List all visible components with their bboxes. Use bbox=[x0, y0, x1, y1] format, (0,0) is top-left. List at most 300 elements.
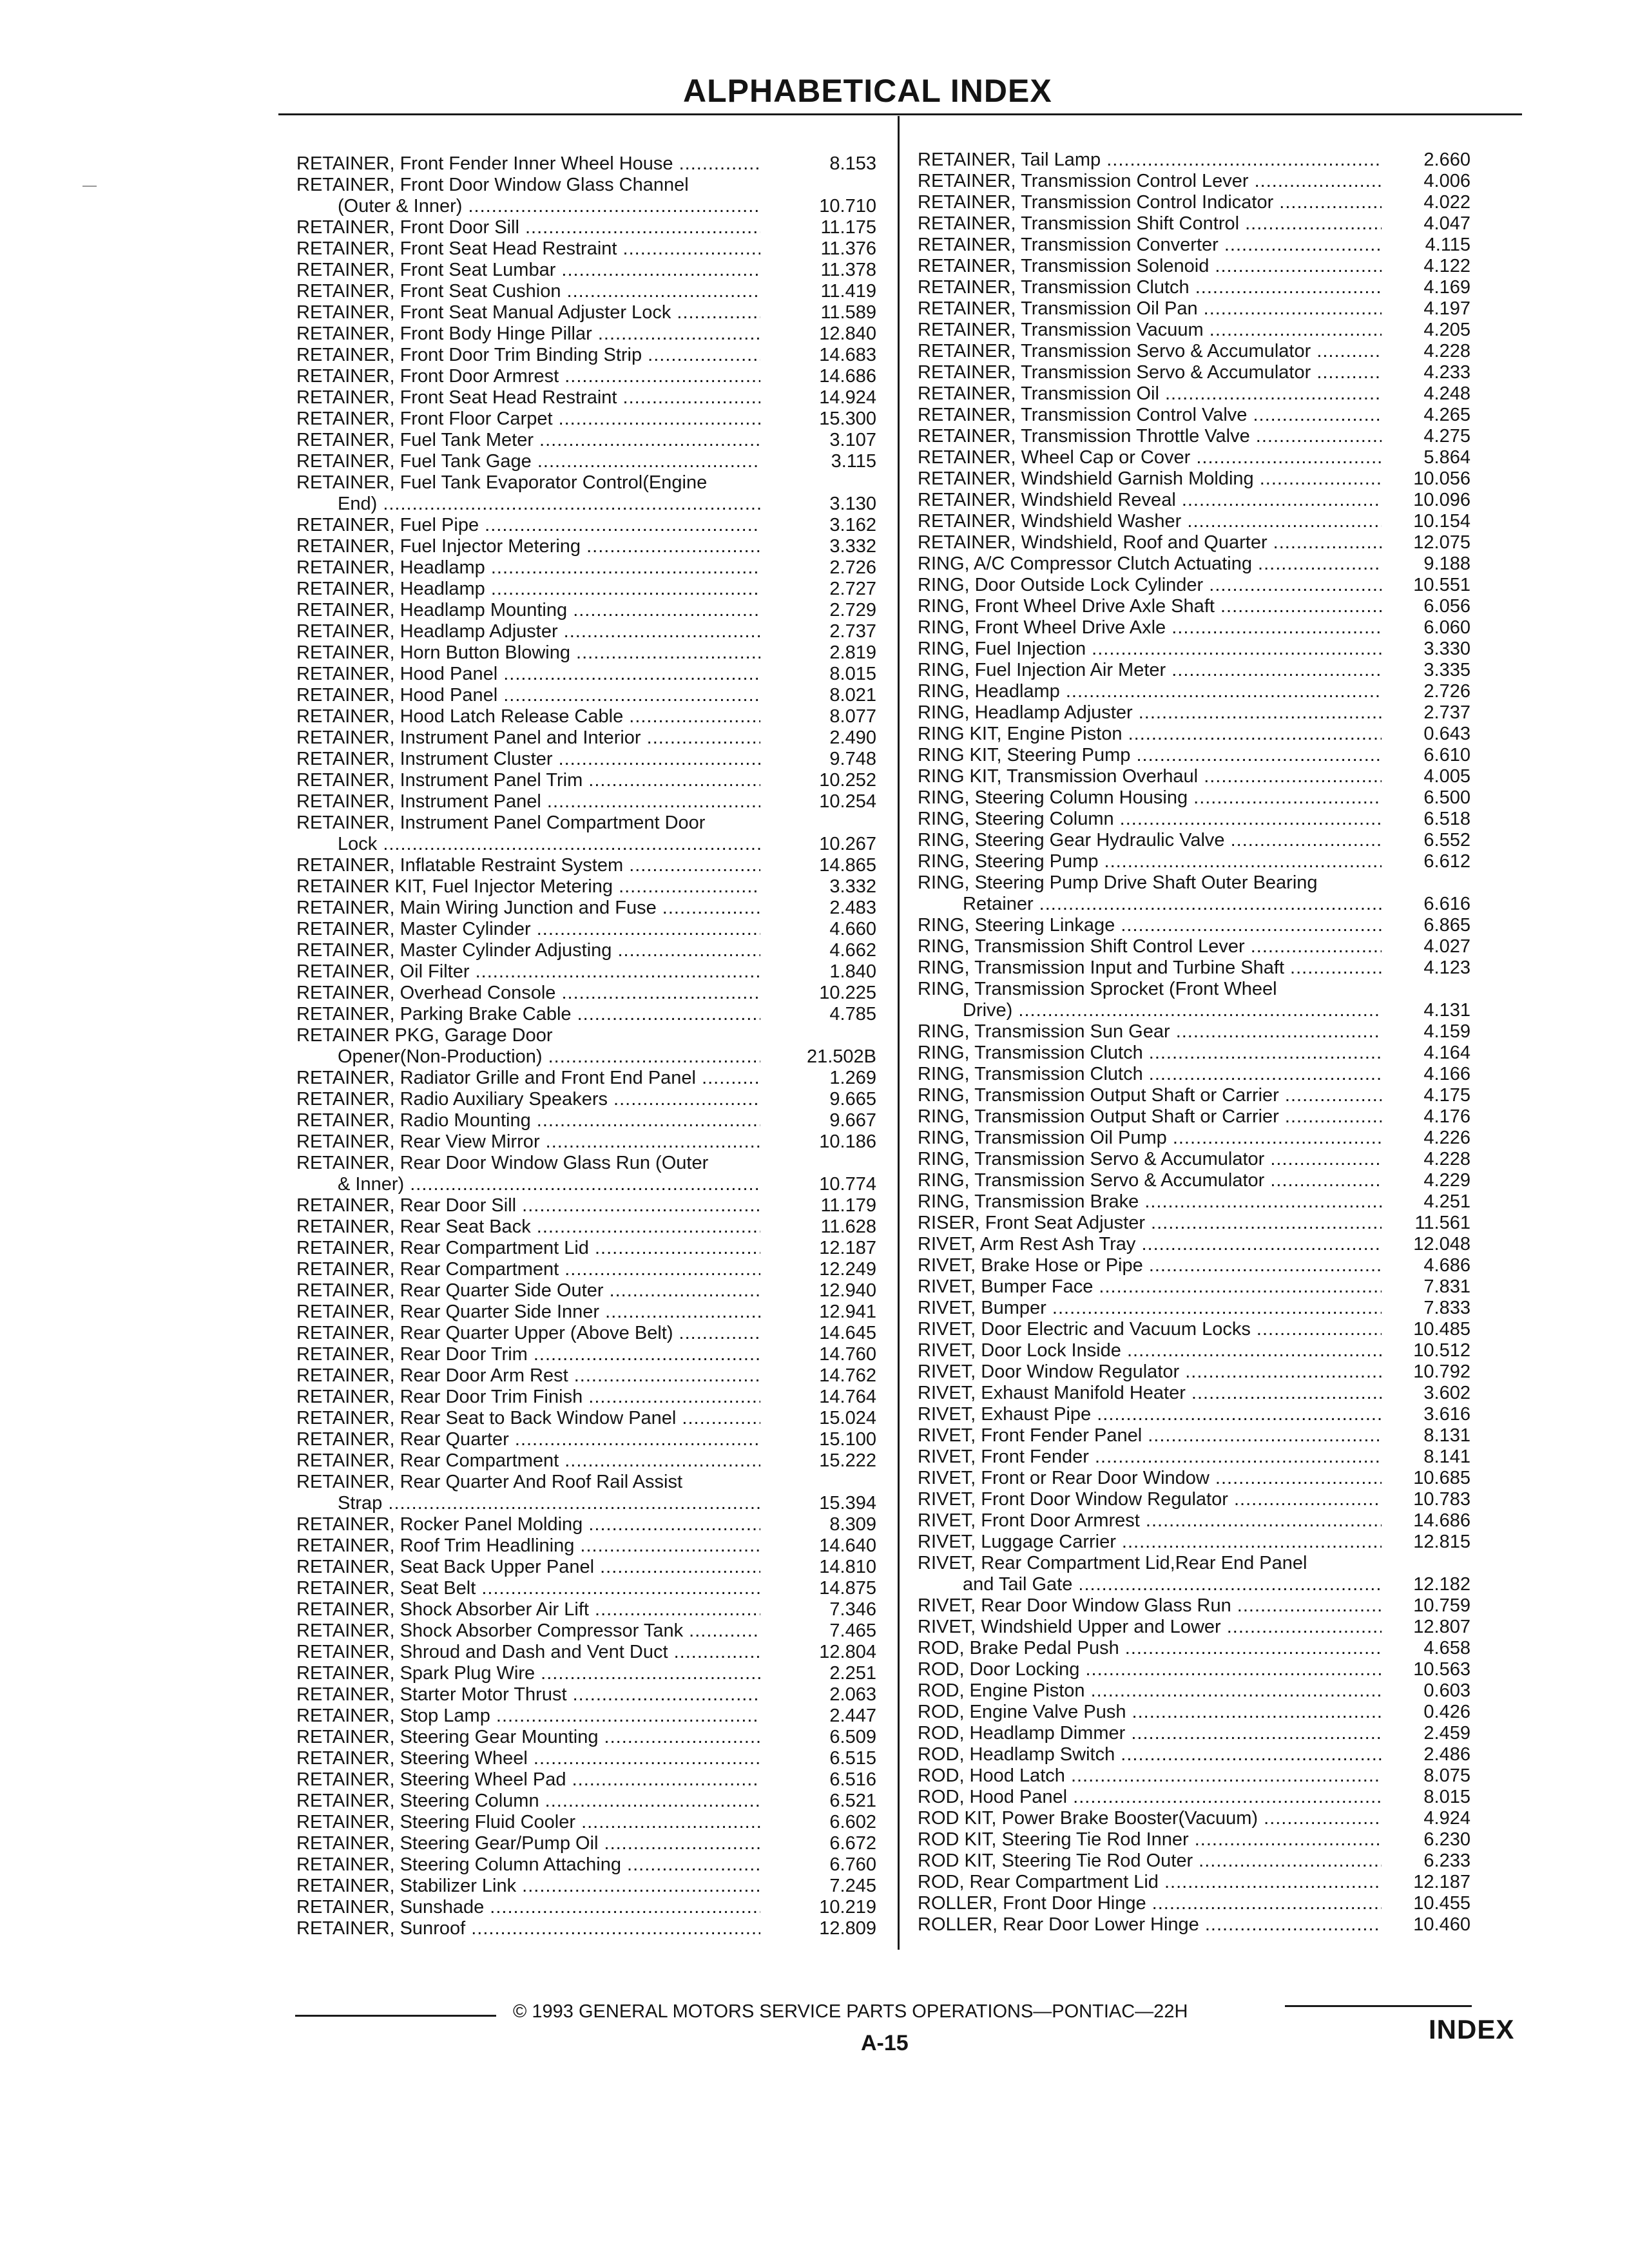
index-entry bbox=[296, 536, 876, 557]
index-entry-page: 10.252 bbox=[819, 770, 876, 791]
index-entry-page: 10.096 bbox=[1413, 490, 1470, 510]
index-entry-page: 2.726 bbox=[829, 557, 876, 578]
index-entry-page: 10.154 bbox=[1413, 511, 1470, 532]
index-entry-page: 4.662 bbox=[829, 940, 876, 961]
page-title: ALPHABETICAL INDEX bbox=[683, 73, 1052, 109]
index-entry-name: ROLLER, Rear Door Lower Hinge ..... bbox=[918, 1914, 1382, 1936]
index-entry-page: 12.807 bbox=[1413, 1617, 1470, 1637]
index-entry-page: 4.785 bbox=[829, 1004, 876, 1024]
index-entry-name: RING, Transmission Servo & Accumulator ..... bbox=[918, 1170, 1382, 1191]
index-entry-name: RETAINER, Front Floor Carpet ..... bbox=[296, 408, 760, 430]
index-entry bbox=[296, 1535, 876, 1557]
index-entry bbox=[918, 936, 1470, 957]
index-entry-name: RING, Fuel Injection ..... bbox=[918, 639, 1382, 660]
index-entry bbox=[296, 1727, 876, 1748]
index-entry bbox=[296, 1302, 876, 1323]
index-entry-page: 6.060 bbox=[1423, 617, 1470, 638]
index-entry-page: 8.309 bbox=[829, 1514, 876, 1535]
index-entry-name: RING, Steering Column ..... bbox=[918, 809, 1382, 830]
index-entry-page: 3.107 bbox=[829, 430, 876, 450]
index-entry-page: 8.015 bbox=[1423, 1787, 1470, 1807]
index-entry-name: RIVET, Bumper Face ..... bbox=[918, 1276, 1382, 1298]
index-entry-page: 11.378 bbox=[820, 260, 876, 280]
index-entry-name: RING, Fuel Injection Air Meter ..... bbox=[918, 660, 1382, 681]
index-entry-name: RETAINER, Spark Plug Wire ..... bbox=[296, 1663, 760, 1684]
index-entry-name: RING, Front Wheel Drive Axle ..... bbox=[918, 617, 1382, 639]
index-entry-page: 14.924 bbox=[819, 387, 876, 408]
index-entry-name: RING, Steering Linkage ..... bbox=[918, 915, 1382, 936]
index-entry-name: RETAINER, Steering Gear Mounting ..... bbox=[296, 1727, 760, 1748]
index-entry-page: 10.759 bbox=[1413, 1595, 1470, 1616]
index-entry-name: RETAINER, Windshield Garnish Molding ..... bbox=[918, 468, 1382, 490]
index-entry bbox=[296, 600, 876, 621]
index-entry bbox=[296, 451, 876, 472]
index-entry-name: RIVET, Front or Rear Door Window ..... bbox=[918, 1468, 1382, 1489]
index-entry-page: 6.602 bbox=[829, 1812, 876, 1832]
index-entry-page: 11.561 bbox=[1414, 1213, 1470, 1233]
index-entry-name: RIVET, Windshield Upper and Lower ..... bbox=[918, 1617, 1382, 1638]
index-entry-name: RETAINER, Headlamp ..... bbox=[296, 557, 760, 579]
index-entry bbox=[918, 1425, 1470, 1446]
index-entry-name: RING, Transmission Sun Gear ..... bbox=[918, 1021, 1382, 1043]
index-entry bbox=[296, 1387, 876, 1408]
index-entry-page: 8.153 bbox=[829, 153, 876, 174]
index-entry bbox=[918, 256, 1470, 277]
index-entry-name: Drive) ..... bbox=[918, 1000, 1382, 1021]
index-entry-name: RETAINER, Rear Quarter Upper (Above Belt) ..... bbox=[296, 1323, 760, 1344]
index-entry-page: 4.228 bbox=[1423, 1149, 1470, 1169]
index-entry-page: 1.269 bbox=[829, 1068, 876, 1088]
index-entry bbox=[918, 1574, 1470, 1595]
index-entry-page: 2.486 bbox=[1423, 1744, 1470, 1765]
index-entry-name: RETAINER, Rear Door Arm Rest ..... bbox=[296, 1365, 760, 1387]
footer-rule-left bbox=[295, 2015, 496, 2017]
index-entry bbox=[296, 919, 876, 940]
index-entry-name: RING, Steering Pump ..... bbox=[918, 851, 1382, 872]
index-entry-name: RETAINER, Transmission Control Valve ..... bbox=[918, 405, 1382, 426]
index-entry bbox=[918, 1361, 1470, 1383]
index-entry-page: 5.864 bbox=[1423, 447, 1470, 468]
index-entry bbox=[918, 979, 1470, 1000]
index-entry-page: 14.686 bbox=[819, 366, 876, 387]
index-entry bbox=[296, 791, 876, 812]
index-entry bbox=[296, 1089, 876, 1110]
index-entry-page: 14.683 bbox=[819, 345, 876, 365]
index-entry-name: RETAINER, Sunshade ..... bbox=[296, 1897, 760, 1918]
index-entry-name: RETAINER, Steering Column ..... bbox=[296, 1791, 760, 1812]
index-entry-name: RETAINER, Sunroof ..... bbox=[296, 1918, 760, 1939]
index-entry-page: 4.228 bbox=[1423, 341, 1470, 361]
index-entry-page: 4.197 bbox=[1423, 298, 1470, 319]
index-entry bbox=[918, 1255, 1470, 1276]
index-entry-page: 11.419 bbox=[820, 281, 876, 302]
index-entry bbox=[296, 1833, 876, 1854]
index-entry-name: RETAINER, Front Door Armrest ..... bbox=[296, 366, 760, 387]
column-divider bbox=[898, 116, 900, 1950]
index-entry-page: 2.737 bbox=[1423, 702, 1470, 723]
index-entry-page: 1.840 bbox=[829, 961, 876, 982]
index-entry-name: RETAINER, Master Cylinder ..... bbox=[296, 919, 760, 940]
index-entry-page: 0.643 bbox=[1423, 724, 1470, 744]
index-entry-name: Lock ..... bbox=[296, 834, 760, 855]
index-entry-page: 14.686 bbox=[1413, 1510, 1470, 1531]
index-entry-name: RETAINER, Wheel Cap or Cover ..... bbox=[918, 447, 1382, 468]
index-entry bbox=[296, 1323, 876, 1344]
index-entry-name: ROD, Hood Latch ..... bbox=[918, 1765, 1382, 1787]
index-entry bbox=[296, 238, 876, 260]
index-entry-page: 4.205 bbox=[1423, 320, 1470, 340]
index-entry-page: 2.447 bbox=[829, 1706, 876, 1726]
index-entry-name: RETAINER, Transmission Converter ..... bbox=[918, 235, 1382, 256]
index-entry-page: 9.665 bbox=[829, 1089, 876, 1110]
index-entry bbox=[918, 468, 1470, 490]
index-entry bbox=[918, 1489, 1470, 1510]
index-entry-page: 12.187 bbox=[1413, 1872, 1470, 1892]
index-entry-page: 10.056 bbox=[1413, 468, 1470, 489]
index-entry-name: RETAINER, Shroud and Dash and Vent Duct ..... bbox=[296, 1642, 760, 1663]
index-entry-name: RETAINER, Hood Panel ..... bbox=[296, 664, 760, 685]
index-entry bbox=[296, 1854, 876, 1876]
index-entry-name: Opener(Non-Production) ..... bbox=[296, 1046, 760, 1068]
index-entry-name: RETAINER, Transmission Throttle Valve ..... bbox=[918, 426, 1382, 447]
index-entry-name: RETAINER, Front Fender Inner Wheel House ..... bbox=[296, 153, 760, 175]
index-entry-page: 12.249 bbox=[819, 1259, 876, 1280]
index-entry bbox=[918, 1191, 1470, 1213]
index-entry-page: 15.100 bbox=[819, 1429, 876, 1450]
index-entry-page: 12.940 bbox=[819, 1280, 876, 1301]
index-entry bbox=[296, 876, 876, 898]
index-entry-name: ROD, Hood Panel ..... bbox=[918, 1787, 1382, 1808]
index-entry-name: RETAINER, Seat Back Upper Panel ..... bbox=[296, 1557, 760, 1578]
index-entry-page: 10.219 bbox=[819, 1897, 876, 1917]
index-entry-name: RETAINER, Rocker Panel Molding ..... bbox=[296, 1514, 760, 1535]
index-entry-name: RING, Transmission Shift Control Lever ..... bbox=[918, 936, 1382, 957]
index-entry-page: 10.774 bbox=[819, 1174, 876, 1195]
index-entry bbox=[296, 706, 876, 727]
index-entry-name: RETAINER, Hood Panel ..... bbox=[296, 685, 760, 706]
index-entry bbox=[296, 1897, 876, 1918]
index-entry-page: 10.254 bbox=[819, 791, 876, 812]
index-entry-name: RING, Steering Column Housing ..... bbox=[918, 787, 1382, 809]
index-entry bbox=[918, 745, 1470, 766]
index-entry-page: 2.251 bbox=[829, 1663, 876, 1684]
index-entry-name: RING, Transmission Output Shaft or Carrier ..... bbox=[918, 1106, 1382, 1128]
index-entry bbox=[296, 642, 876, 664]
index-entry bbox=[296, 1493, 876, 1514]
index-entry-page: 4.660 bbox=[829, 919, 876, 939]
index-entry bbox=[918, 1702, 1470, 1723]
index-entry-page: 4.164 bbox=[1423, 1043, 1470, 1063]
index-entry-name: RING, Transmission Clutch ..... bbox=[918, 1043, 1382, 1064]
index-entry bbox=[918, 1510, 1470, 1532]
footer-rule-right bbox=[1285, 2005, 1472, 2007]
index-entry-name: RETAINER, Front Seat Manual Adjuster Lock ..... bbox=[296, 302, 760, 323]
index-entry bbox=[296, 961, 876, 983]
index-entry-page: 14.865 bbox=[819, 855, 876, 876]
index-entry-name: RETAINER, Front Seat Head Restraint ..... bbox=[296, 387, 760, 408]
index-entry-name: RETAINER, Transmission Shift Control ..... bbox=[918, 213, 1382, 235]
index-entry-name: RING, Transmission Servo & Accumulator ..... bbox=[918, 1149, 1382, 1170]
index-entry bbox=[918, 341, 1470, 362]
index-entry-name: ROLLER, Front Door Hinge ..... bbox=[918, 1893, 1382, 1914]
index-entry-page: 6.610 bbox=[1423, 745, 1470, 765]
index-entry-name: RETAINER, Radio Mounting ..... bbox=[296, 1110, 760, 1131]
index-entry-name: RETAINER, Rear Quarter Side Inner ..... bbox=[296, 1302, 760, 1323]
index-column-right bbox=[918, 149, 1470, 1936]
index-entry-name: RING, Front Wheel Drive Axle Shaft ..... bbox=[918, 596, 1382, 617]
index-entry bbox=[918, 1319, 1470, 1340]
index-entry-page: 4.115 bbox=[1425, 235, 1470, 255]
index-entry-page: 7.346 bbox=[829, 1599, 876, 1620]
index-entry-name: and Tail Gate ..... bbox=[918, 1574, 1382, 1595]
index-entry bbox=[918, 787, 1470, 809]
index-entry-page: 2.729 bbox=[829, 600, 876, 620]
index-entry-page: 2.490 bbox=[829, 727, 876, 748]
index-entry-name: RING, Transmission Clutch ..... bbox=[918, 1064, 1382, 1085]
index-entry-name: RETAINER, Rear Seat to Back Window Panel ..... bbox=[296, 1408, 760, 1429]
index-entry-name: RIVET, Front Fender ..... bbox=[918, 1446, 1382, 1468]
index-entry bbox=[918, 1765, 1470, 1787]
index-entry-name: RETAINER, Front Body Hinge Pillar ..... bbox=[296, 323, 760, 345]
index-entry bbox=[296, 1429, 876, 1450]
index-entry bbox=[296, 1408, 876, 1429]
index-entry-page: 6.233 bbox=[1423, 1850, 1470, 1871]
index-entry-page: 8.075 bbox=[1423, 1765, 1470, 1786]
index-entry-page: 4.169 bbox=[1423, 277, 1470, 298]
index-entry-name: RETAINER, Steering Gear/Pump Oil ..... bbox=[296, 1833, 760, 1854]
index-entry bbox=[918, 1638, 1470, 1659]
index-entry bbox=[296, 1599, 876, 1620]
index-entry-page: 10.186 bbox=[819, 1131, 876, 1152]
index-entry-page: 3.162 bbox=[829, 515, 876, 535]
index-entry-page: 11.589 bbox=[820, 302, 876, 323]
index-entry-name: RING, Transmission Sprocket (Front Wheel bbox=[918, 979, 1277, 999]
index-entry-page: 2.727 bbox=[829, 579, 876, 599]
index-entry-name: RETAINER, Radiator Grille and Front End Panel ..... bbox=[296, 1068, 760, 1089]
index-entry-name: RING, Headlamp Adjuster ..... bbox=[918, 702, 1382, 724]
index-entry-page: 6.230 bbox=[1423, 1829, 1470, 1850]
index-entry bbox=[918, 235, 1470, 256]
index-entry bbox=[918, 553, 1470, 575]
index-entry-name: RING, Headlamp ..... bbox=[918, 681, 1382, 702]
index-entry-page: 0.426 bbox=[1423, 1702, 1470, 1722]
index-entry-page: 11.628 bbox=[820, 1216, 876, 1237]
index-entry bbox=[918, 809, 1470, 830]
index-entry-name: RETAINER, Fuel Tank Evaporator Control(Engine bbox=[296, 472, 708, 493]
index-entry-page: 3.130 bbox=[829, 494, 876, 514]
index-entry bbox=[918, 405, 1470, 426]
index-entry bbox=[296, 515, 876, 536]
index-entry-name: RETAINER, Front Seat Head Restraint ..... bbox=[296, 238, 760, 260]
index-entry-page: 6.552 bbox=[1423, 830, 1470, 850]
index-entry-page: 14.875 bbox=[819, 1578, 876, 1599]
index-entry bbox=[918, 213, 1470, 235]
index-entry bbox=[918, 575, 1470, 596]
index-entry-page: 7.245 bbox=[829, 1876, 876, 1896]
index-entry bbox=[296, 579, 876, 600]
index-entry bbox=[296, 557, 876, 579]
index-entry bbox=[296, 1876, 876, 1897]
index-entry bbox=[296, 1259, 876, 1280]
index-entry bbox=[296, 685, 876, 706]
index-entry bbox=[918, 1043, 1470, 1064]
index-entry-name: RETAINER, Transmission Solenoid ..... bbox=[918, 256, 1382, 277]
index-entry-name: RETAINER PKG, Garage Door bbox=[296, 1025, 553, 1046]
index-entry-page: 12.809 bbox=[819, 1918, 876, 1939]
index-entry-page: 7.833 bbox=[1423, 1298, 1470, 1318]
index-entry-page: 14.645 bbox=[819, 1323, 876, 1343]
index-entry bbox=[918, 1149, 1470, 1170]
index-entry bbox=[918, 1872, 1470, 1893]
index-entry-page: 15.024 bbox=[819, 1408, 876, 1428]
index-entry bbox=[918, 1404, 1470, 1425]
index-entry-page: 2.660 bbox=[1423, 149, 1470, 170]
index-entry-page: 0.603 bbox=[1423, 1680, 1470, 1701]
index-entry-name: RETAINER, Rear Quarter Side Outer ..... bbox=[296, 1280, 760, 1302]
index-entry-page: 6.521 bbox=[829, 1791, 876, 1811]
index-entry-page: 2.459 bbox=[1423, 1723, 1470, 1744]
footer-copyright: © 1993 GENERAL MOTORS SERVICE PARTS OPERATIONS—PONTIAC—22H bbox=[513, 2001, 1188, 2022]
index-entry bbox=[296, 260, 876, 281]
index-entry-page: 6.516 bbox=[829, 1769, 876, 1790]
index-entry-name: RING, Transmission Output Shaft or Carrier ..... bbox=[918, 1085, 1382, 1106]
index-entry bbox=[918, 362, 1470, 383]
index-entry-name: RING, Steering Pump Drive Shaft Outer Bearing bbox=[918, 872, 1318, 893]
index-entry bbox=[918, 1276, 1470, 1298]
index-entry bbox=[296, 1918, 876, 1939]
index-entry bbox=[918, 1808, 1470, 1829]
index-entry-name: RETAINER, Seat Belt ..... bbox=[296, 1578, 760, 1599]
index-entry bbox=[918, 1468, 1470, 1489]
index-entry-page: 4.924 bbox=[1423, 1808, 1470, 1829]
index-entry-name: RETAINER, Transmission Clutch ..... bbox=[918, 277, 1382, 298]
index-entry-page: 6.509 bbox=[829, 1727, 876, 1747]
index-entry bbox=[296, 1174, 876, 1195]
index-entry bbox=[918, 383, 1470, 405]
index-entry bbox=[918, 596, 1470, 617]
index-entry-name: RISER, Front Seat Adjuster ..... bbox=[918, 1213, 1382, 1234]
index-entry-page: 6.672 bbox=[829, 1833, 876, 1854]
index-entry bbox=[918, 1085, 1470, 1106]
index-entry bbox=[296, 1684, 876, 1706]
index-entry-name: RETAINER, Instrument Panel Trim ..... bbox=[296, 770, 760, 791]
index-entry bbox=[918, 1744, 1470, 1765]
index-entry-name: RETAINER, Front Door Trim Binding Strip ..... bbox=[296, 345, 760, 366]
index-entry-name: RETAINER, Headlamp ..... bbox=[296, 579, 760, 600]
index-entry-name: RETAINER, Rear Door Sill ..... bbox=[296, 1195, 760, 1216]
index-entry-name: RETAINER, Roof Trim Headlining ..... bbox=[296, 1535, 760, 1557]
index-entry-page: 4.658 bbox=[1423, 1638, 1470, 1658]
index-entry bbox=[918, 1617, 1470, 1638]
index-entry-name: (Outer & Inner) ..... bbox=[296, 196, 760, 217]
index-entry-name: RETAINER, Rear Quarter And Roof Rail Assist bbox=[296, 1472, 683, 1492]
index-entry bbox=[296, 855, 876, 876]
index-entry bbox=[918, 724, 1470, 745]
index-entry-name: ROD, Rear Compartment Lid ..... bbox=[918, 1872, 1382, 1893]
index-entry-page: 4.251 bbox=[1423, 1191, 1470, 1212]
index-entry bbox=[296, 366, 876, 387]
index-entry-page: 7.831 bbox=[1423, 1276, 1470, 1297]
index-entry bbox=[296, 1557, 876, 1578]
index-entry-name: RETAINER KIT, Fuel Injector Metering ..... bbox=[296, 876, 760, 898]
index-entry bbox=[296, 1344, 876, 1365]
index-entry-name: RETAINER, Transmission Control Indicator ..... bbox=[918, 192, 1382, 213]
index-entry-name: RIVET, Brake Hose or Pipe ..... bbox=[918, 1255, 1382, 1276]
index-entry-name: Strap ..... bbox=[296, 1493, 760, 1514]
index-entry-page: 4.226 bbox=[1423, 1128, 1470, 1148]
index-entry bbox=[918, 426, 1470, 447]
index-entry-name: RETAINER, Rear Door Trim ..... bbox=[296, 1344, 760, 1365]
index-entry-page: 6.518 bbox=[1423, 809, 1470, 829]
index-entry bbox=[918, 1340, 1470, 1361]
index-entry bbox=[918, 192, 1470, 213]
index-entry-name: ROD, Headlamp Dimmer ..... bbox=[918, 1723, 1382, 1744]
index-entry bbox=[918, 1914, 1470, 1936]
index-entry bbox=[296, 898, 876, 919]
index-entry-page: 2.483 bbox=[829, 898, 876, 918]
index-entry-name: ROD, Engine Valve Push ..... bbox=[918, 1702, 1382, 1723]
index-entry-name: RETAINER, Rear Door Trim Finish ..... bbox=[296, 1387, 760, 1408]
index-entry-name: RIVET, Arm Rest Ash Tray ..... bbox=[918, 1234, 1382, 1255]
index-entry bbox=[918, 447, 1470, 468]
index-entry bbox=[296, 940, 876, 961]
index-entry bbox=[296, 749, 876, 770]
index-entry bbox=[296, 1046, 876, 1068]
index-entry bbox=[918, 702, 1470, 724]
index-entry-page: 4.022 bbox=[1423, 192, 1470, 213]
index-entry-page: 3.330 bbox=[1423, 639, 1470, 659]
index-entry bbox=[918, 681, 1470, 702]
index-entry bbox=[918, 1021, 1470, 1043]
index-entry bbox=[296, 1706, 876, 1727]
index-entry-page: 11.175 bbox=[820, 217, 876, 238]
index-entry bbox=[918, 851, 1470, 872]
index-entry-name: End) ..... bbox=[296, 494, 760, 515]
index-entry-page: 4.248 bbox=[1423, 383, 1470, 404]
index-entry-page: 10.455 bbox=[1413, 1893, 1470, 1914]
index-entry bbox=[918, 1064, 1470, 1085]
index-entry-name: RING, A/C Compressor Clutch Actuating ..... bbox=[918, 553, 1382, 575]
index-entry-name: RETAINER, Rear Door Window Glass Run (Outer bbox=[296, 1153, 709, 1173]
index-entry-name: RING KIT, Engine Piston ..... bbox=[918, 724, 1382, 745]
index-entry-name: ROD, Door Locking ..... bbox=[918, 1659, 1382, 1680]
index-entry-name: RING KIT, Steering Pump ..... bbox=[918, 745, 1382, 766]
index-column-left bbox=[296, 153, 876, 1939]
index-entry-name: ROD, Engine Piston ..... bbox=[918, 1680, 1382, 1702]
index-entry bbox=[296, 196, 876, 217]
index-entry-name: RING, Transmission Input and Turbine Shaft ..... bbox=[918, 957, 1382, 979]
index-entry-page: 3.115 bbox=[831, 451, 876, 472]
index-entry-page: 4.175 bbox=[1423, 1085, 1470, 1106]
index-entry bbox=[918, 1787, 1470, 1808]
index-entry-name: RETAINER, Transmission Control Lever ..... bbox=[918, 171, 1382, 192]
index-entry-name: RING KIT, Transmission Overhaul ..... bbox=[918, 766, 1382, 787]
index-entry bbox=[296, 1450, 876, 1472]
index-entry-page: 8.141 bbox=[1423, 1446, 1470, 1467]
index-entry-page: 4.233 bbox=[1423, 362, 1470, 383]
index-entry bbox=[296, 1472, 876, 1493]
index-entry bbox=[296, 1620, 876, 1642]
index-entry-page: 4.122 bbox=[1423, 256, 1470, 276]
index-entry bbox=[296, 1153, 876, 1174]
index-entry-page: 9.188 bbox=[1423, 553, 1470, 574]
index-entry bbox=[296, 1812, 876, 1833]
index-entry-name: RIVET, Front Fender Panel ..... bbox=[918, 1425, 1382, 1446]
index-entry bbox=[918, 277, 1470, 298]
index-entry-page: 2.819 bbox=[829, 642, 876, 663]
index-entry-name: RIVET, Door Lock Inside ..... bbox=[918, 1340, 1382, 1361]
index-entry-page: 10.512 bbox=[1413, 1340, 1470, 1361]
